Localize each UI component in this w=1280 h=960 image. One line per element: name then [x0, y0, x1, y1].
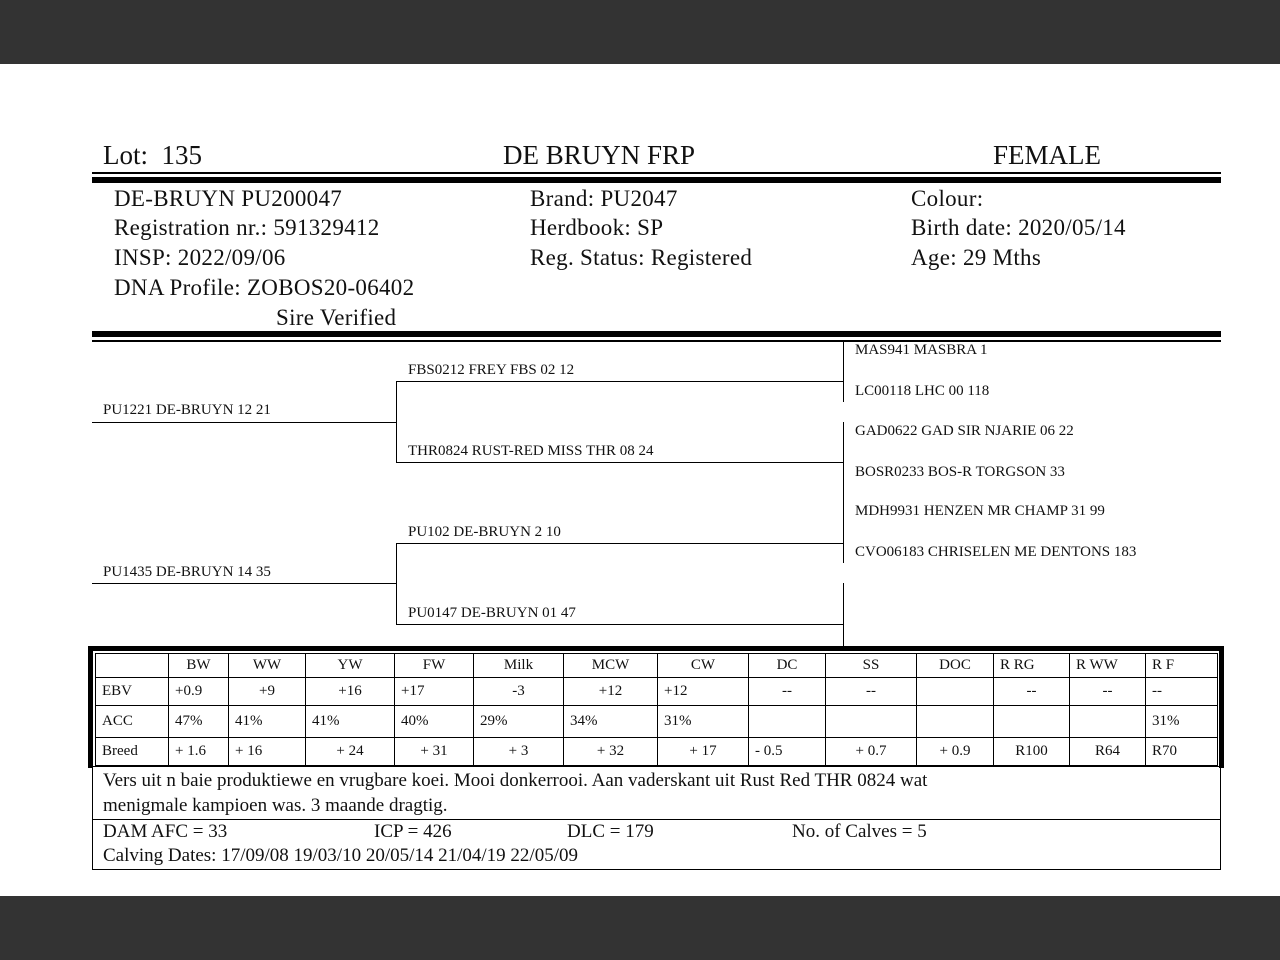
registration-number: Registration nr.: 591329412 — [114, 215, 380, 240]
lot-number: 135 — [161, 140, 202, 170]
ebv-cell: + 31 — [395, 738, 474, 766]
ebv-cell — [749, 706, 826, 738]
ebv-cell: -- — [749, 678, 826, 706]
lot-label-text: Lot: — [103, 140, 148, 170]
ebv-cell — [1070, 706, 1146, 738]
pedigree-connector-gg4 — [843, 583, 844, 646]
pedigree-line-sire-dam — [397, 462, 843, 463]
ebv-row-label: Breed — [96, 738, 169, 766]
ebv-col-header: BW — [169, 654, 229, 678]
ebv-cell — [826, 706, 917, 738]
ebv-cell: + 32 — [564, 738, 658, 766]
ebv-cell: + 0.9 — [917, 738, 994, 766]
herdbook: Herdbook: SP — [530, 215, 664, 240]
bottom-letterbox-bar — [0, 896, 1280, 960]
ebv-cell: +12 — [658, 678, 749, 706]
ebv-col-header: R F — [1146, 654, 1218, 678]
pedigree-dam: PU1435 DE-BRUYN 14 35 — [103, 564, 271, 580]
ebv-cell — [994, 706, 1070, 738]
colour: Colour: — [911, 186, 984, 211]
ebv-row-label: ACC — [96, 706, 169, 738]
age: Age: 29 Mths — [911, 245, 1042, 270]
ebv-cell: R100 — [994, 738, 1070, 766]
pedigree-gg-3: GAD0622 GAD SIR NJARIE 06 22 — [855, 423, 1074, 439]
ebv-cell: +16 — [306, 678, 395, 706]
pedigree-connector-gg3 — [843, 503, 844, 563]
ebv-cell: +12 — [564, 678, 658, 706]
ebv-row-breed — [96, 738, 1218, 766]
pedigree-connector-gg2 — [843, 422, 844, 504]
comment-line-2: menigmale kampioen was. 3 maande dragtig. — [103, 795, 448, 816]
ebv-col-header: YW — [306, 654, 395, 678]
ebv-cell: +9 — [229, 678, 306, 706]
ebv-row-label: EBV — [96, 678, 169, 706]
pedigree-gg-2: LC00118 LHC 00 118 — [855, 383, 990, 399]
ebv-cell — [917, 706, 994, 738]
ebv-cell: +17 — [395, 678, 474, 706]
brand: Brand: PU2047 — [530, 186, 678, 211]
pedigree-dam-dam: PU0147 DE-BRUYN 01 47 — [408, 605, 576, 621]
pedigree-sire-dam: THR0824 RUST-RED MISS THR 08 24 — [408, 443, 654, 459]
ebv-cell: - 0.5 — [749, 738, 826, 766]
ebv-cell: + 3 — [474, 738, 564, 766]
ebv-cell: + 1.6 — [169, 738, 229, 766]
ebv-cell: 40% — [395, 706, 474, 738]
pedigree-sire: PU1221 DE-BRUYN 12 21 — [103, 402, 271, 418]
ebv-cell: -- — [994, 678, 1070, 706]
pedigree-line-dam-dam — [397, 624, 843, 625]
sex-label: FEMALE — [993, 140, 1101, 170]
ebv-row-acc — [96, 706, 1218, 738]
pedigree-line-dam-sire — [397, 543, 843, 544]
ebv-cell: 34% — [564, 706, 658, 738]
pedigree-connector-dam — [396, 543, 397, 625]
info-rule-thick — [92, 331, 1221, 337]
dam-icp: ICP = 426 — [374, 821, 452, 842]
pedigree-gg-6: CVO06183 CHRISELEN ME DENTONS 183 — [855, 544, 1137, 560]
ebv-cell: 31% — [658, 706, 749, 738]
ebv-cell: 31% — [1146, 706, 1218, 738]
ebv-cell: -- — [1146, 678, 1218, 706]
sire-verified: Sire Verified — [276, 305, 397, 330]
ebv-col-header: MCW — [564, 654, 658, 678]
ebv-header-row — [96, 654, 1218, 678]
dam-dlc: DLC = 179 — [567, 821, 654, 842]
comments-separator — [92, 819, 1221, 820]
animal-name: DE-BRUYN PU200047 — [114, 186, 343, 211]
dna-profile: DNA Profile: ZOBOS20-06402 — [114, 275, 415, 300]
ebv-col-header: DOC — [917, 654, 994, 678]
top-letterbox-bar — [0, 0, 1280, 64]
header-rule-thin — [92, 172, 1221, 174]
ebv-col-header: DC — [749, 654, 826, 678]
ebv-row-ebv — [96, 678, 1218, 706]
ebv-col-header: WW — [229, 654, 306, 678]
registration-status: Reg. Status: Registered — [530, 245, 753, 270]
ebv-cell: + 24 — [306, 738, 395, 766]
pedigree-connector-sire — [396, 381, 397, 463]
ebv-cell: R70 — [1146, 738, 1218, 766]
ebv-col-header: SS — [826, 654, 917, 678]
ebv-cell: 41% — [229, 706, 306, 738]
pedigree-line-sire — [92, 422, 397, 423]
ebv-col-header: FW — [395, 654, 474, 678]
pedigree-line-dam — [92, 583, 397, 584]
dam-afc: DAM AFC = 33 — [103, 821, 228, 842]
ebv-cell: + 17 — [658, 738, 749, 766]
ebv-col-header — [96, 654, 169, 678]
breeder-name: DE BRUYN FRP — [503, 140, 696, 170]
ebv-col-header: R WW — [1070, 654, 1146, 678]
ebv-cell: -- — [826, 678, 917, 706]
ebv-col-header: CW — [658, 654, 749, 678]
ebv-table — [95, 653, 1218, 766]
pedigree-gg-4: BOSR0233 BOS-R TORGSON 33 — [855, 464, 1065, 480]
inspection-date: INSP: 2022/09/06 — [114, 245, 286, 270]
pedigree-connector-gg1 — [843, 342, 844, 402]
ebv-cell: R64 — [1070, 738, 1146, 766]
ebv-cell: 29% — [474, 706, 564, 738]
pedigree-gg-5: MDH9931 HENZEN MR CHAMP 31 99 — [855, 503, 1105, 519]
header-rule-thick — [92, 177, 1221, 183]
ebv-cell: +0.9 — [169, 678, 229, 706]
dam-calves: No. of Calves = 5 — [792, 821, 927, 842]
ebv-cell: 41% — [306, 706, 395, 738]
ebv-cell: + 0.7 — [826, 738, 917, 766]
ebv-cell: -3 — [474, 678, 564, 706]
ebv-cell — [917, 678, 994, 706]
ebv-cell: + 16 — [229, 738, 306, 766]
ebv-col-header: Milk — [474, 654, 564, 678]
info-rule-thin — [92, 340, 1221, 342]
pedigree-sire-sire: FBS0212 FREY FBS 02 12 — [408, 362, 575, 378]
comment-line-1: Vers uit n baie produktiewe en vrugbare koei. Mooi donkerrooi. Aan vaderskant uit Rust Red THR 0824 wat — [103, 770, 928, 791]
ebv-cell: -- — [1070, 678, 1146, 706]
pedigree-gg-1: MAS941 MASBRA 1 — [855, 342, 988, 358]
calving-dates: Calving Dates: 17/09/08 19/03/10 20/05/14 21/04/19 22/05/09 — [103, 845, 578, 866]
pedigree-line-sire-sire — [397, 381, 843, 382]
ebv-col-header: R RG — [994, 654, 1070, 678]
birth-date: Birth date: 2020/05/14 — [911, 215, 1126, 240]
pedigree-dam-sire: PU102 DE-BRUYN 2 10 — [408, 524, 561, 540]
ebv-cell: 47% — [169, 706, 229, 738]
lot-label — [103, 140, 202, 171]
